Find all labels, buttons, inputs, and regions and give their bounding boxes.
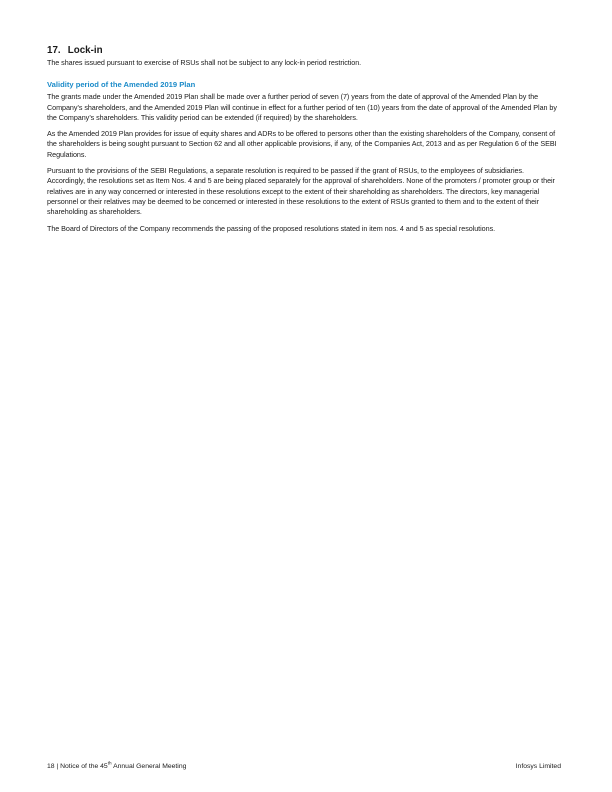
validity-paragraph-3: Pursuant to the provisions of the SEBI Regulations, a separate resolution is required to be passed if the grant of RSUs, to the employees of subsidiaries. Accordingly, the resolutions set as Item Nos. 4 and 5 are being placed separately for the approval of shareholders. None of the promoters / promoter group or their relatives are in any way concerned or interested in these resolutions except to the extent of their shareholding as shareholders. The directors, key managerial personnel or their relatives may be deemed to be concerned or interested in these resolutions to the extent of RSUs granted to them and to the extent of their shareholding as shareholders. [47,166,555,217]
section-number: 17. [47,45,61,56]
footer-company: Infosys Limited [515,763,561,770]
section-title: Lock-in [67,45,103,56]
doc-title-part: Notice of the 45 [60,763,108,770]
page-number: 18 [47,763,55,770]
doc-title-rest: Annual General Meeting [111,763,187,770]
validity-paragraph-1: The grants made under the Amended 2019 Plan shall be made over a further period of seven (7) years from the date of approval of the Amended Plan by the Company’s shareholders, and the Amended 2019 Plan will continue in effect for a further period of ten (10) years from the date of approval of the Amended Plan by the Company’s shareholders. This validity period can be extended (if required) by the shareholders. [47,92,557,122]
section-heading-lock-in [47,44,563,57]
validity-paragraph-4: The Board of Directors of the Company recommends the passing of the proposed resolutions stated in item nos. 4 and 5 as special resolutions. [47,223,496,233]
doc-title-sup: th [107,760,112,766]
validity-paragraph-2: As the Amended 2019 Plan provides for issue of equity shares and ADRs to be offered to persons other than the existing shareholders of the Company, consent of the shareholders is being sought pursuant to Section 62 and all other applicable provisions, if any, of the Companies Act, 2013 and as per Regulation 6 of the SEBI Regulations. [47,129,557,159]
footer-separator: | [56,763,59,770]
validity-heading: Validity period of the Amended 2019 Plan [47,80,196,90]
footer-left [47,762,186,771]
lock-in-paragraph: The shares issued pursuant to exercise of RSUs shall not be subject to any lock-in period restriction. [47,58,362,67]
page-content [47,44,563,240]
footer-doc-title [60,760,187,770]
